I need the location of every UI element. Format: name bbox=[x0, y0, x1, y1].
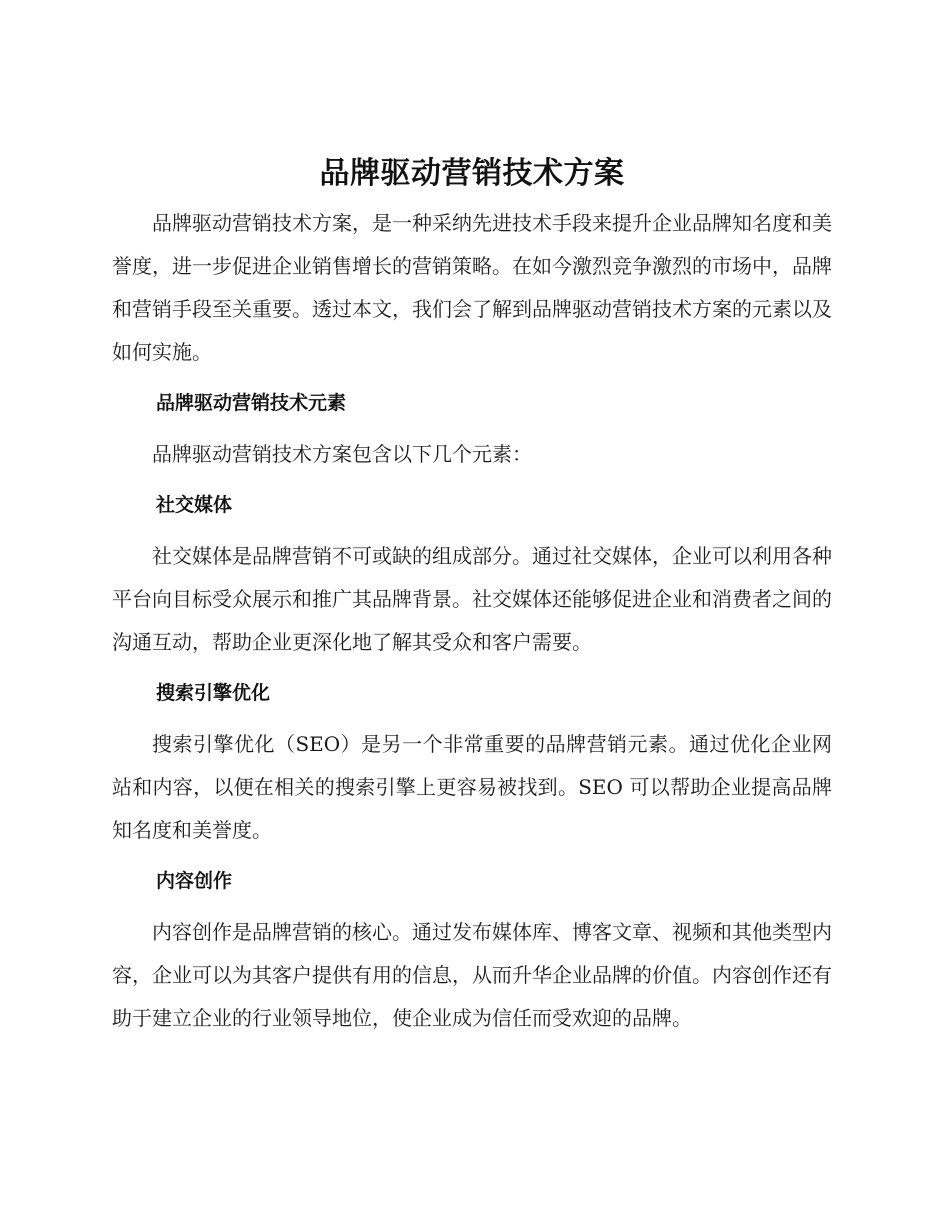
element-body-content-creation: 内容创作是品牌营销的核心。通过发布媒体库、博客文章、视频和其他类型内容，企业可以为其客户提供有用的信息，从而升华企业品牌的价值。内容创作还有助于建立企业的行业领导地位，使企业成为信任而受欢迎的品牌。 bbox=[112, 920, 832, 1030]
element-heading-social-media: 社交媒体 bbox=[156, 494, 233, 516]
document-page bbox=[112, 150, 832, 1048]
intro-paragraph: 品牌驱动营销技术方案，是一种采纳先进技术手段来提升企业品牌知名度和美誉度，进一步促进企业销售增长的营销策略。在如今激烈竞争激烈的市场中，品牌和营销手段至关重要。透过本文，我们会了解到品牌驱动营销技术方案的元素以及如何实施。 bbox=[112, 211, 832, 364]
element-heading-seo: 搜索引擎优化 bbox=[156, 682, 271, 704]
section-intro-paragraph: 品牌驱动营销技术方案包含以下几个元素： bbox=[152, 442, 532, 466]
section-heading: 品牌驱动营销技术元素 bbox=[156, 392, 347, 414]
element-body-seo: 搜索引擎优化（SEO）是另一个非常重要的品牌营销元素。通过优化企业网站和内容，以便在相关的搜索引擎上更容易被找到。SEO 可以帮助企业提高品牌知名度和美誉度。 bbox=[112, 732, 832, 842]
element-heading-content-creation: 内容创作 bbox=[156, 870, 233, 892]
document-title: 品牌驱动营销技术方案 bbox=[319, 156, 625, 191]
element-body-social-media: 社交媒体是品牌营销不可或缺的组成部分。通过社交媒体，企业可以利用各种平台向目标受众展示和推广其品牌背景。社交媒体还能够促进企业和消费者之间的沟通互动，帮助企业更深化地了解其受众和客户需要。 bbox=[112, 544, 832, 654]
